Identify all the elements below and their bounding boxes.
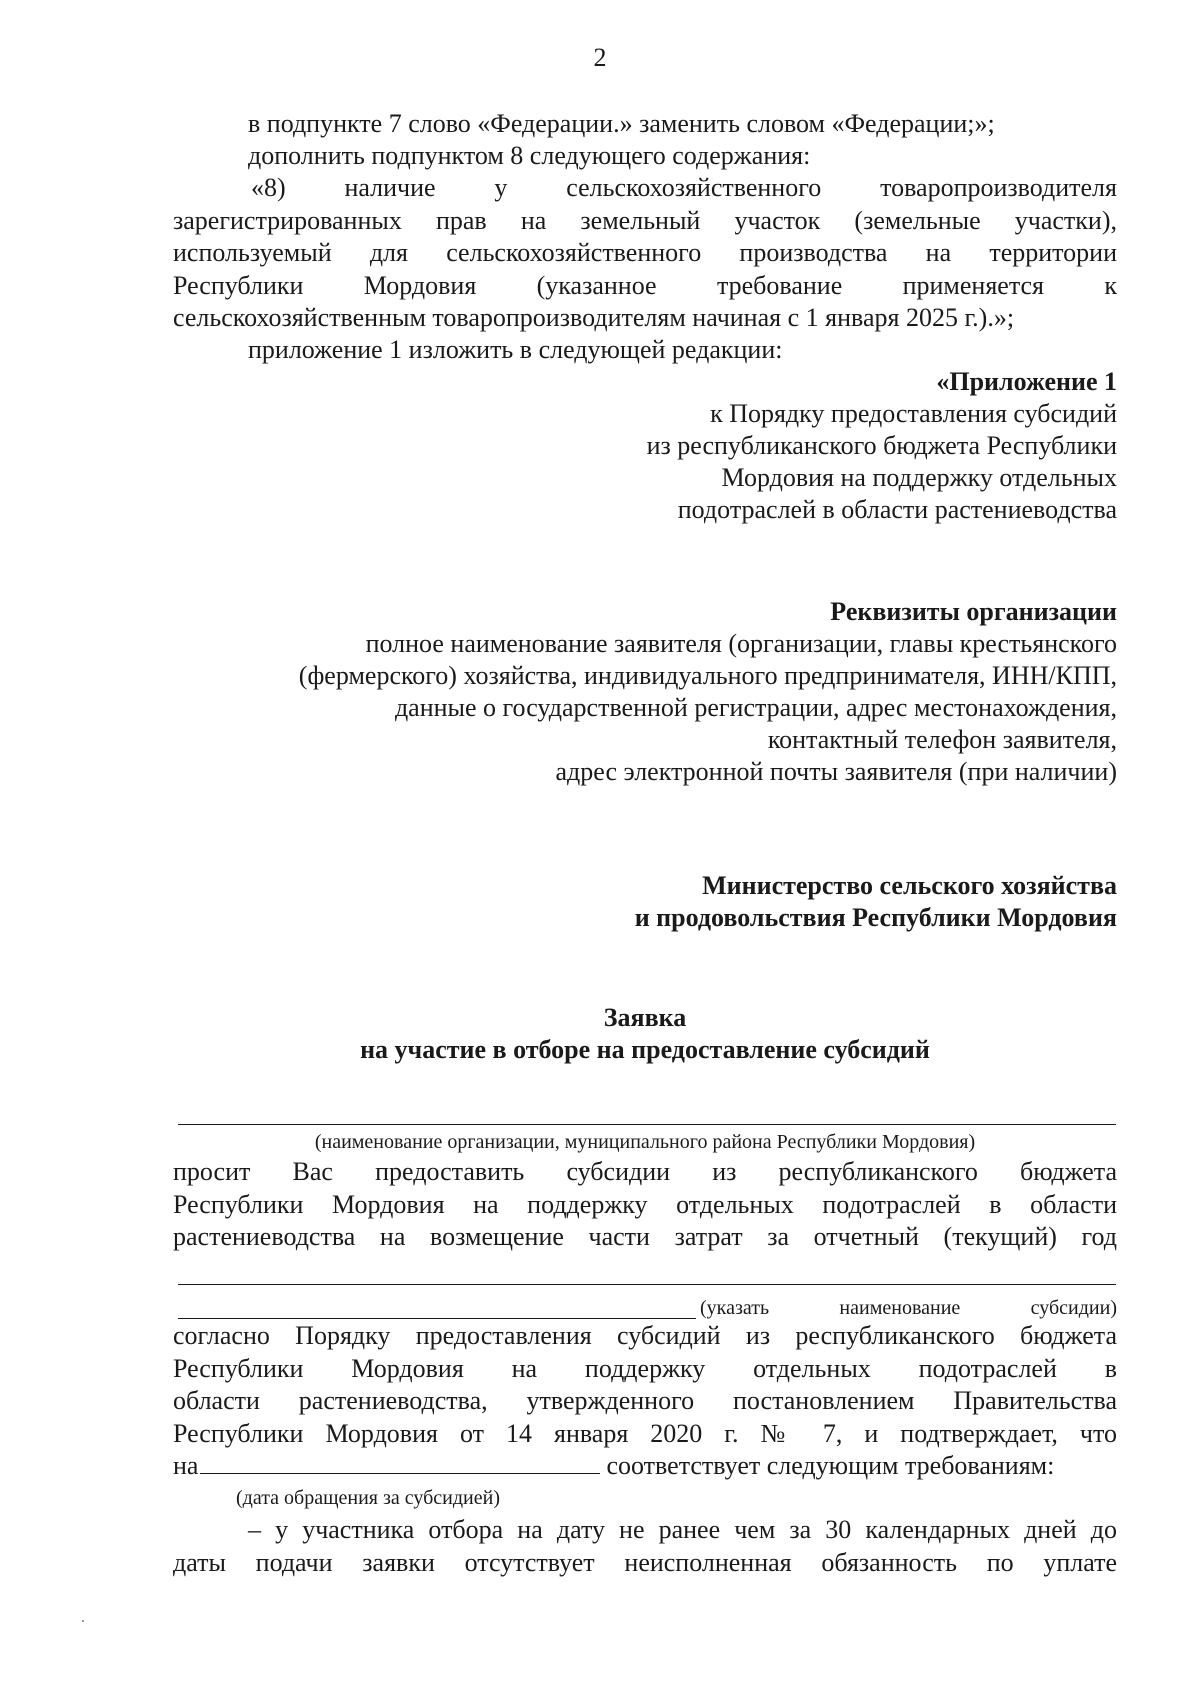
form-body-line: Республики Мордовия на поддержку отдельных подотраслей в области	[173, 1189, 1117, 1219]
amendment-line-2: дополнить подпунктом 8 следующего содержания:	[248, 141, 811, 170]
na-word: на	[173, 1451, 199, 1480]
item8-line: «8) наличие у сельскохозяйственного товаропроизводителя	[251, 173, 1117, 202]
addressee-line: и продовольствия Республики Мордовия	[634, 903, 1117, 932]
application-title: Заявка	[603, 1003, 687, 1032]
appendix-line: к Порядку предоставления субсидий	[710, 399, 1117, 428]
appendix-line: из республиканского бюджета Республики	[646, 431, 1117, 460]
amendment-line-1: в подпункте 7 слово «Федерации.» заменить словом «Федерации;»;	[248, 109, 995, 138]
organization-blank-line	[178, 1124, 1116, 1125]
scan-speck	[82, 1620, 84, 1622]
appendix-line: подотраслей в области растениеводства	[677, 495, 1117, 524]
date-blank-line	[200, 1451, 600, 1474]
item8-line: Республики Мордовия (указанное требование применяется к	[173, 270, 1117, 300]
requisites-line: данные о государственной регистрации, адрес местонахождения,	[394, 693, 1117, 722]
form-body-line: – у участника отбора на дату не ранее чем за 30 календарных дней до	[248, 1515, 1117, 1544]
item8-line: используемый для сельскохозяйственного производства на территории	[173, 238, 1117, 267]
subsidy-name-blank-line	[178, 1318, 696, 1319]
application-subtitle: на участие в отборе на предоставление субсидий	[360, 1035, 930, 1064]
item8-line: зарегистрированных прав на земельный участок (земельные участки),	[173, 205, 1117, 235]
organization-caption: (наименование организации, муниципального района Республики Мордовия)	[314, 1131, 976, 1153]
appendix-line: Мордовия на поддержку отдельных	[721, 463, 1117, 492]
form-body-line: просит Вас предоставить субсидии из республиканского бюджета	[173, 1157, 1117, 1186]
requisites-line: полное наименование заявителя (организации, главы крестьянского	[365, 629, 1117, 658]
date-requirement-row	[173, 1450, 1117, 1482]
complies-text: соответствует следующим требованиям:	[606, 1451, 1055, 1480]
requisites-title: Реквизиты организации	[830, 597, 1117, 626]
addressee-line: Министерство сельского хозяйства	[702, 871, 1117, 900]
form-body-line: растениеводства на возмещение части затрат за отчетный (текущий) год	[173, 1222, 1117, 1251]
form-body-line: Республики Мордовия от 14 января 2020 г. № 7, и подтверждает, что	[173, 1418, 1117, 1448]
subsidy-hint: (указать наименование субсидии)	[700, 1297, 1117, 1319]
amendment-line-3: приложение 1 изложить в следующей редакции:	[248, 335, 783, 364]
requisites-line: адрес электронной почты заявителя (при наличии)	[555, 757, 1117, 786]
appendix-title: «Приложение 1	[936, 367, 1117, 396]
form-body-line: согласно Порядку предоставления субсидий из республиканского бюджета	[173, 1321, 1117, 1350]
requisites-line: контактный телефон заявителя,	[767, 725, 1117, 754]
form-body-line: Республики Мордовия на поддержку отдельных подотраслей в	[173, 1353, 1117, 1383]
form-body-line: области растениеводства, утвержденного постановлением Правительства	[173, 1386, 1117, 1415]
form-body-line: даты подачи заявки отсутствует неисполненная обязанность по уплате	[173, 1547, 1117, 1577]
requisites-line: (фермерского) хозяйства, индивидуального предпринимателя, ИНН/КПП,	[298, 661, 1117, 690]
date-caption: (дата обращения за субсидией)	[236, 1487, 500, 1509]
year-blank-line	[178, 1284, 1116, 1285]
page-number: 2	[593, 43, 607, 72]
item8-line: сельскохозяйственным товаропроизводителям начиная с 1 января 2025 г.).»;	[173, 303, 1015, 332]
